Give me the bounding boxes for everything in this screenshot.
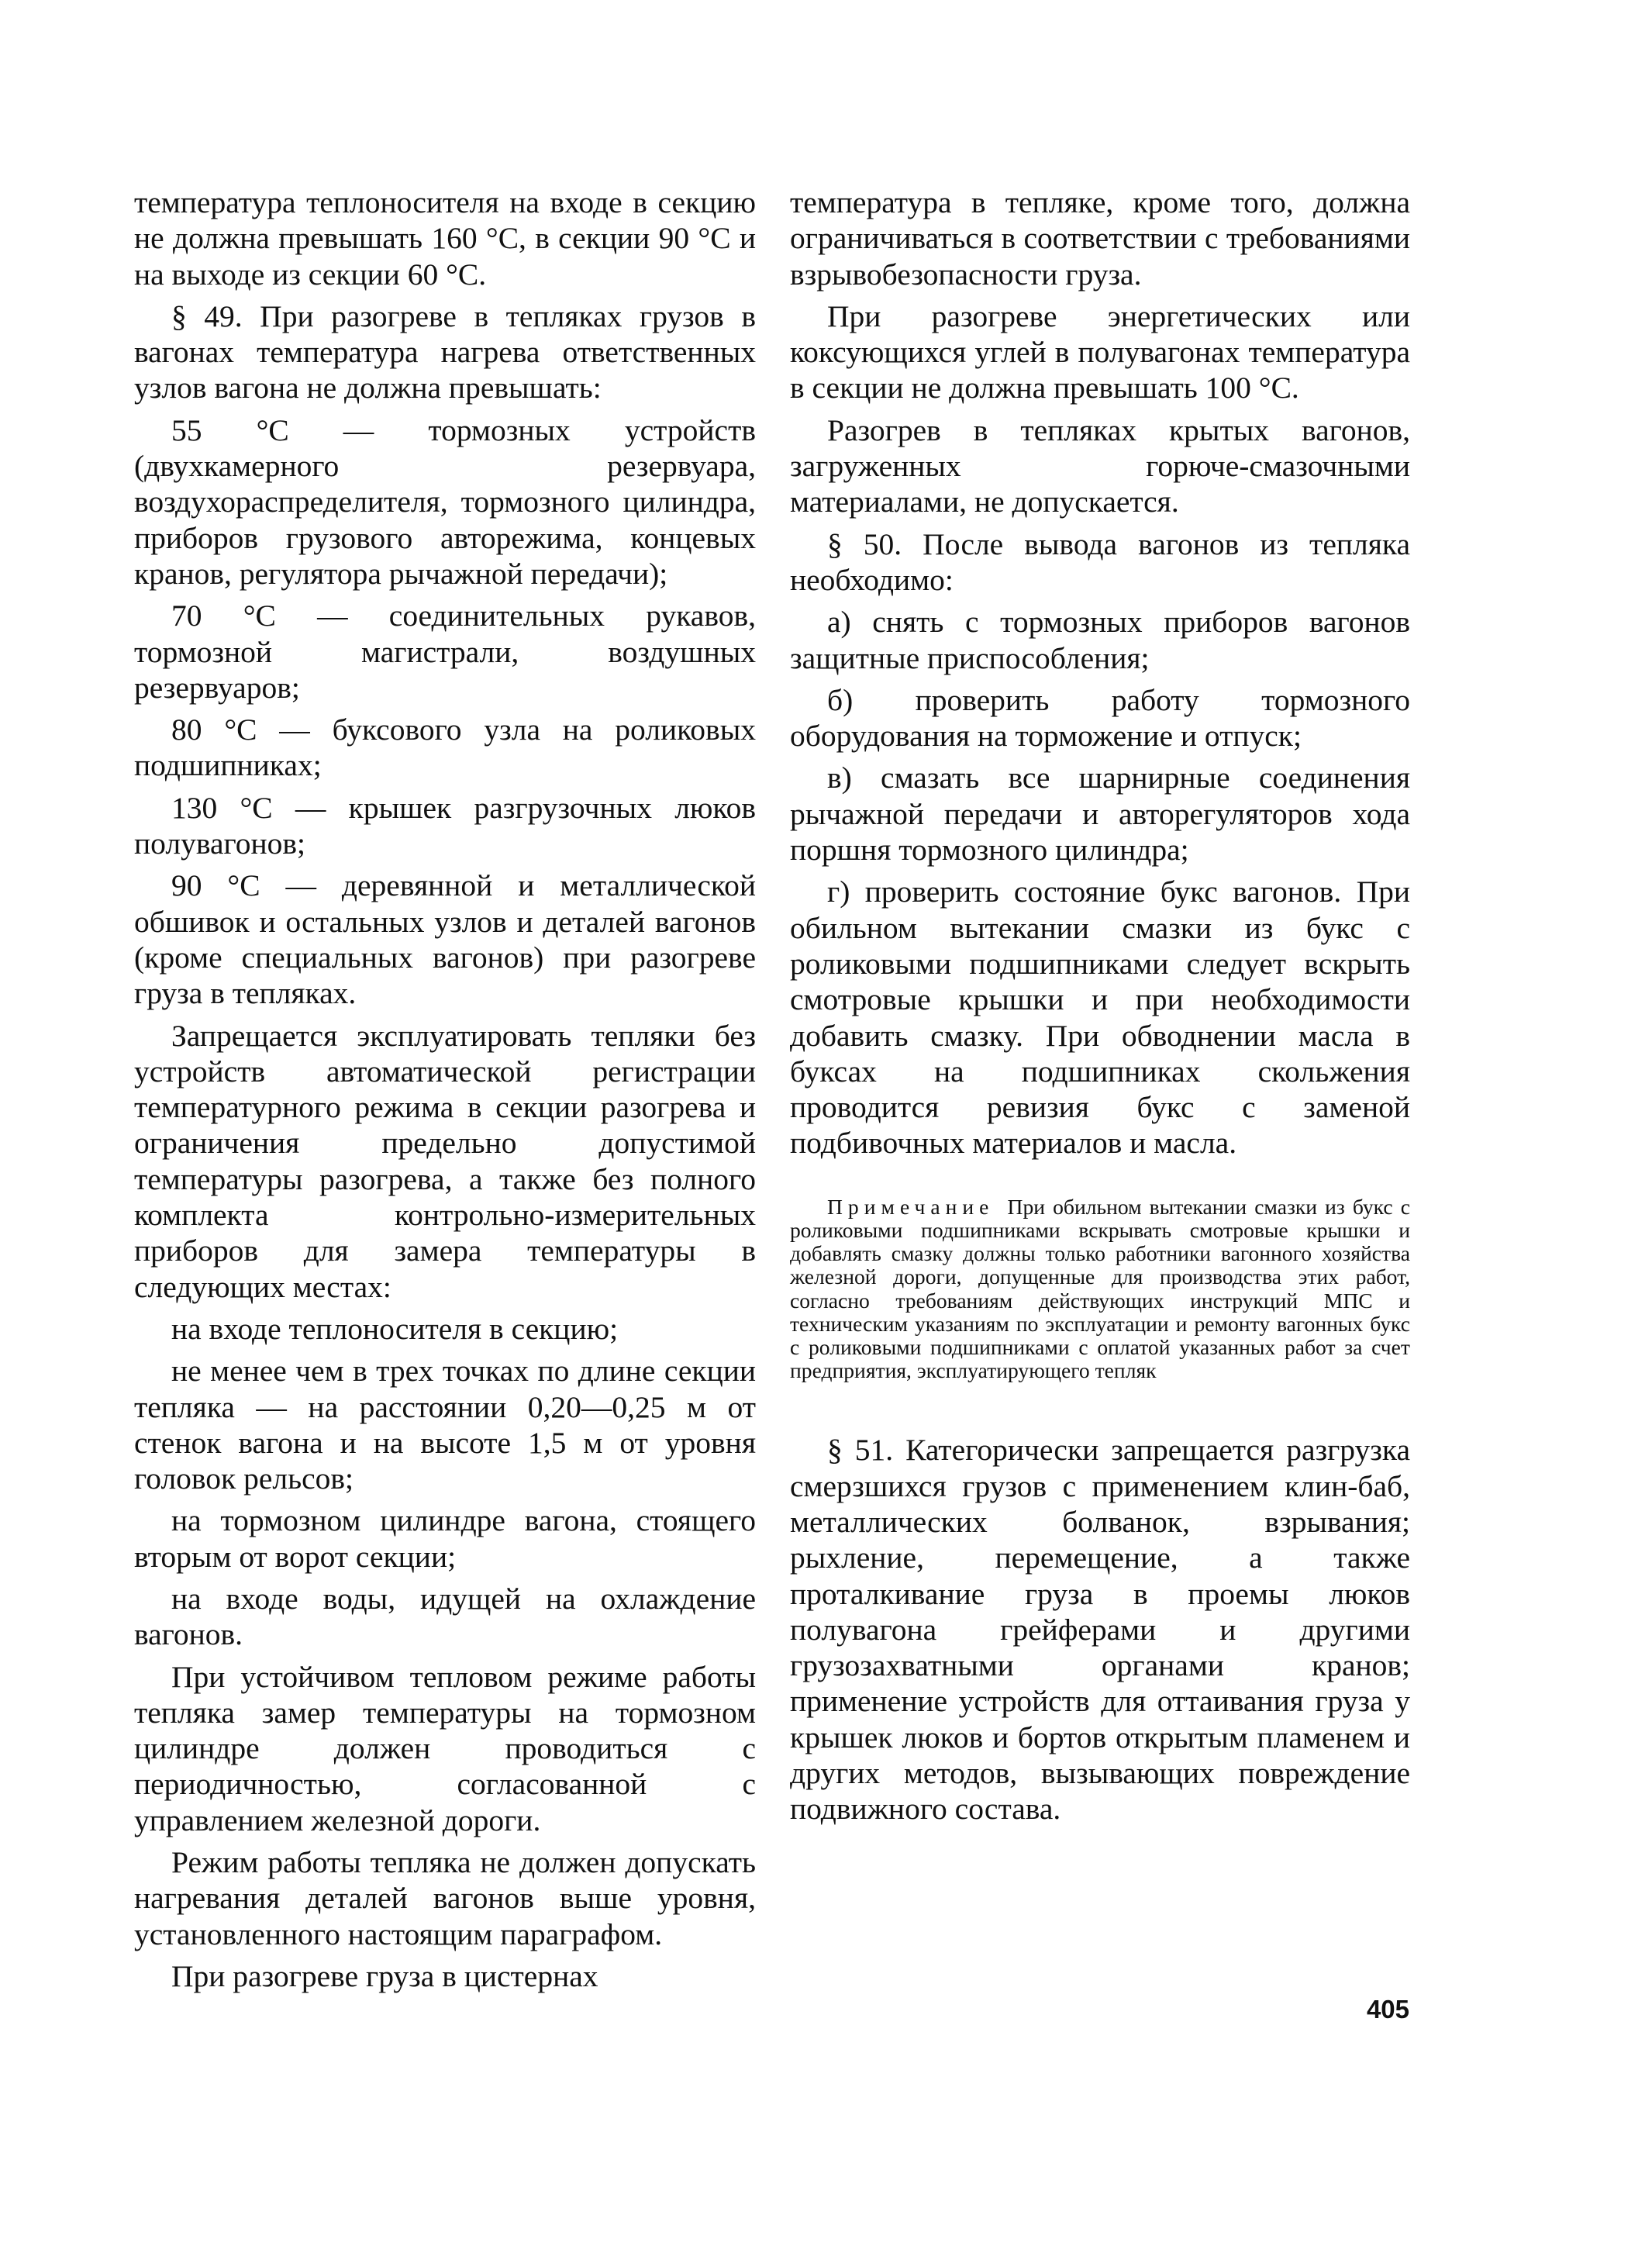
right-column: [790, 185, 1410, 1834]
paragraph: 55 °С — тормозных устройств (двухкамерного резервуара, воздухораспределителя, тормозного цилиндра, приборов грузового авторежима, концевых кранов, регулятора рычажной передачи);: [134, 412, 756, 591]
paragraph: 130 °С — крышек разгрузочных люков полувагонов;: [134, 790, 756, 861]
paragraph: в) смазать все шарнирные соединения рычажной передачи и авторегуляторов хода поршня тормозного цилиндра;: [790, 761, 1410, 868]
paragraph: 80 °С — буксового узла на роликовых подшипниках;: [134, 712, 756, 783]
paragraph: 70 °С — соединительных рукавов, тормозной магистрали, воздушных резервуаров;: [134, 599, 756, 705]
right-column-top: [790, 185, 1410, 1161]
paragraph: температура теплоносителя на входе в секцию не должна превышать 160 °С, в секции 90 °С и на выходе из секции 60 °С.: [134, 185, 756, 292]
paragraph: Запрещается эксплуатировать тепляки без устройств автоматической регистрации температурного режима в секции разогрева и ограничения предельно допустимой температуры разогрева, а также без полного комплекта контрольно-измерительных приборов для замера температуры в следующих местах:: [134, 1018, 756, 1304]
paragraph: на входе воды, идущей на охлаждение вагонов.: [134, 1581, 756, 1652]
note-label: Примечание: [827, 1194, 1008, 1219]
paragraph: § 50. После вывода вагонов из тепляка необходимо:: [790, 526, 1410, 597]
paragraph: § 51. Категорически запрещается разгрузка смерзшихся грузов с применением клин-баб, металлических болванок, взрывания; рыхление, перемещение, а также проталкивание груза в проемы люков полувагона грейферами и другими грузозахватными органами кранов; применение устройств для оттаивания груза у крышек люков и бортов открытым пламенем и других методов, вызывающих повреждение подвижного состава.: [790, 1433, 1410, 1827]
right-column-bottom: [790, 1432, 1410, 1827]
page-number: 405: [1366, 1995, 1409, 2023]
paragraph: г) проверить состояние букс вагонов. При обильном вытекании смазки из букс с роликовыми подшипниками следует вскрыть смотровые крышки и при необходимости добавить смазку. При обводнении масла в буксах на подшипниках скольжения проводится ревизия букс с заменой подбивочных материалов и масла.: [790, 875, 1410, 1161]
paragraph: на входе теплоносителя в секцию;: [171, 1311, 619, 1346]
paragraph: на тормозном цилиндре вагона, стоящего вторым от ворот секции;: [134, 1503, 756, 1574]
paragraph: При разогреве груза в цистернах: [171, 1958, 598, 1993]
paragraph: При устойчивом тепловом режиме работы тепляка замер температуры на тормозном цилиндре должен проводиться с периодичностью, согласованной с управлением железной дороги.: [134, 1659, 756, 1837]
note-text: При обильном вытекании смазки из букс с роликовыми подшипниками вскрывать смотровые крышки и добавлять смазку должны только работники вагонного хозяйства железной дороги, допущенные для производства этих работ, согласно требованиям действующих инструкций МПС и техническим указаниям по эксплуатации и ремонту вагонных букс с роликовыми подшипниками с оплатой указанных работ за счет предприятия, эксплуатирующего тепляк: [790, 1194, 1410, 1383]
paragraph: б) проверить работу тормозного оборудования на торможение и отпуск;: [790, 682, 1410, 754]
paragraph: не менее чем в трех точках по длине секции тепляка — на расстоянии 0,20—0,25 м от стенок вагона и на высоте 1,5 м от уровня головок рельсов;: [134, 1354, 756, 1496]
paragraph: Режим работы тепляка не должен допускать нагревания деталей вагонов выше уровня, установленного настоящим параграфом.: [134, 1845, 756, 1951]
paragraph: При разогреве энергетических или коксующихся углей в полувагонах температура в секции не должна превышать 100 °С.: [790, 298, 1410, 405]
paragraph: 90 °С — деревянной и металлической обшивок и остальных узлов и деталей вагонов (кроме специальных вагонов) при разогреве груза в тепляках.: [134, 868, 756, 1011]
paragraph: а) снять с тормозных приборов вагонов защитные приспособления;: [790, 605, 1410, 675]
left-column: [134, 185, 756, 2000]
paragraph: § 49. При разогреве в тепляках грузов в вагонах температура нагрева ответственных узлов вагона не должна превышать:: [134, 298, 756, 405]
note-block: [790, 1195, 1410, 1383]
paragraph: Разогрев в тепляках крытых вагонов, загруженных горюче-смазочными материалами, не допускается.: [790, 412, 1410, 519]
paragraph: температура в тепляке, кроме того, должна ограничиваться в соответствии с требованиями взрывобезопасности груза.: [790, 185, 1410, 292]
